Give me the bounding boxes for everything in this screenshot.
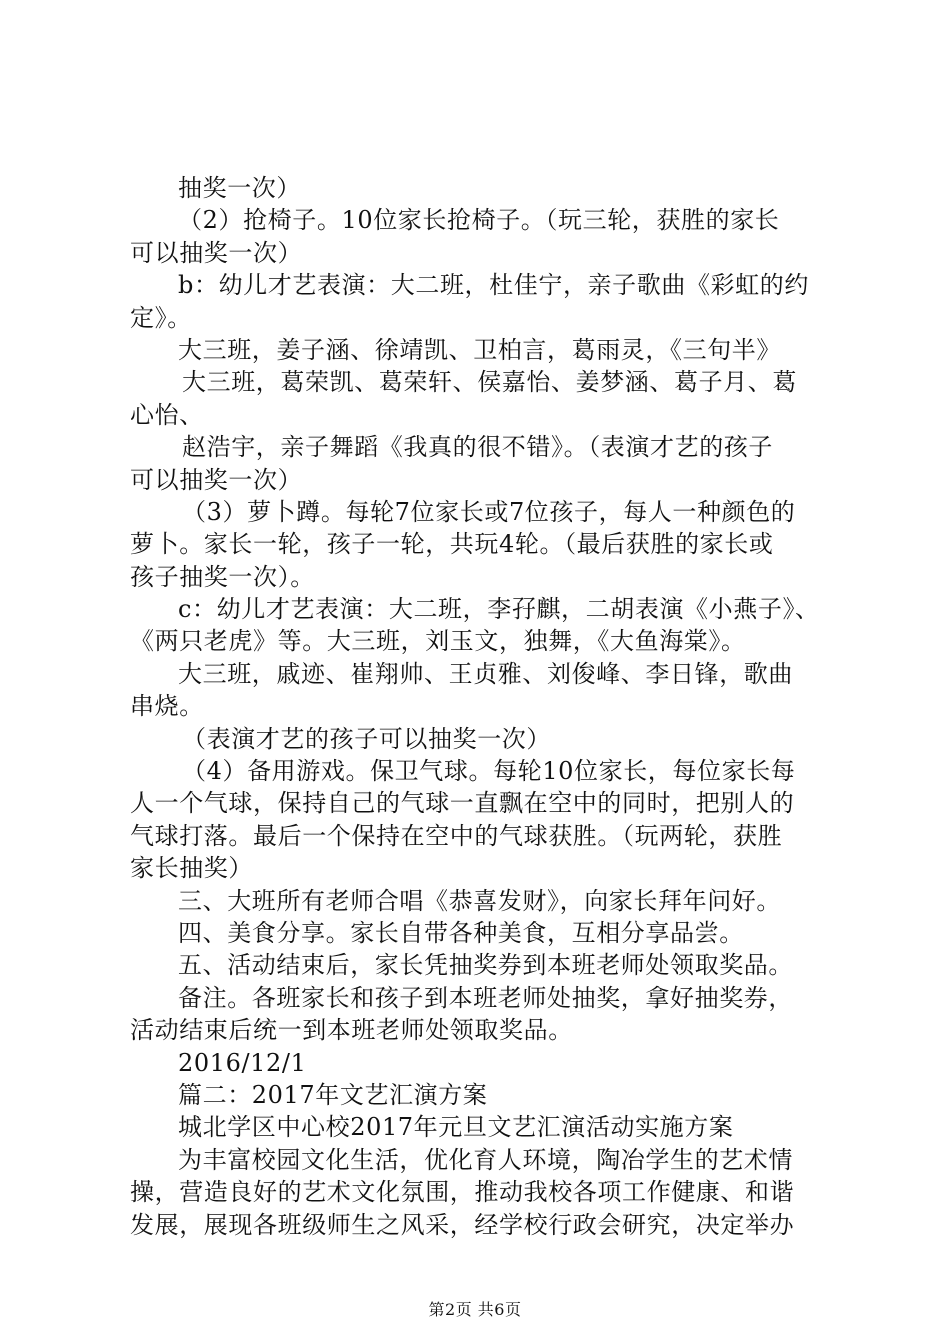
text-line: 抽奖一次） (178, 174, 301, 202)
text-line: 气球打落。最后一个保持在空中的气球获胜。（玩两轮，获胜 (130, 821, 783, 850)
text-line: 三、大班所有老师合唱《恭喜发财》，向家长拜年问好。 (178, 886, 781, 915)
text-line: 篇二：2017年文艺汇演方案 (178, 1080, 488, 1109)
text-line: 操，营造良好的艺术文化氛围，推动我校各项工作健康、和谐 (130, 1178, 795, 1207)
text-line: 可以抽奖一次） (130, 238, 303, 267)
text-line: （4）备用游戏。保卫气球。每轮10位家长，每位家长每 (182, 757, 796, 786)
text-line: c：幼儿才艺表演：大二班，李孖麒，二胡表演《小燕子》、 (178, 595, 820, 624)
text-line: 萝卜。家长一轮，孩子一轮，共玩4轮。（最后获胜的家长或 (130, 530, 774, 559)
text-line: （表演才艺的孩子可以抽奖一次） (182, 724, 551, 753)
document-body (130, 172, 830, 1241)
text-line: 四、美食分享。家长自带各种美食，互相分享品尝。 (178, 918, 744, 947)
text-line: 串烧。 (130, 692, 204, 721)
text-line: 活动结束后统一到本班老师处领取奖品。 (130, 1016, 573, 1045)
text-line: 赵浩宇，亲子舞蹈《我真的很不错》。（表演才艺的孩子 (182, 433, 773, 462)
text-line: 孩子抽奖一次）。 (130, 562, 315, 591)
text-line: 五、活动结束后，家长凭抽奖券到本班老师处领取奖品。 (178, 951, 793, 980)
text-line: 人一个气球，保持自己的气球一直飘在空中的同时，把别人的 (130, 789, 795, 818)
text-line: 大三班，戚迹、崔翔帅、王贞雅、刘俊峰、李日锋，歌曲 (178, 659, 793, 688)
text-line: 可以抽奖一次） (130, 465, 303, 494)
text-line: 大三班，葛荣凯、葛荣轩、侯嘉怡、姜梦涵、葛子月、葛 (182, 368, 797, 397)
text-line: 大三班，姜子涵、徐靖凯、卫柏言，葛雨灵，《三句半》 (178, 335, 781, 364)
text-line: 发展，展现各班级师生之风采，经学校行政会研究，决定举办 (130, 1210, 795, 1239)
text-line: 心怡、 (130, 400, 204, 429)
text-line: 为丰富校园文化生活，优化育人环境，陶冶学生的艺术情 (178, 1145, 793, 1174)
text-line: 定》。 (130, 303, 192, 332)
text-line: （2）抢椅子。10位家长抢椅子。（玩三轮，获胜的家长 (178, 206, 780, 235)
text-line: 城北学区中心校2017年元旦文艺汇演活动实施方案 (178, 1113, 734, 1142)
text-line: 《两只老虎》等。大三班，刘玉文，独舞，《大鱼海棠》。 (130, 627, 746, 656)
page-footer: 第2页 共6页 (428, 1300, 522, 1319)
text-line: （3）萝卜蹲。每轮7位家长或7位孩子，每人一种颜色的 (182, 497, 796, 526)
text-line: 家长抽奖） (130, 854, 253, 883)
text-line: 2016/12/1 (178, 1048, 307, 1077)
text-line: b：幼儿才艺表演：大二班，杜佳宁，亲子歌曲《彩虹的约 (178, 271, 809, 300)
text-line: 备注。各班家长和孩子到本班老师处抽奖，拿好抽奖券， (178, 983, 793, 1012)
